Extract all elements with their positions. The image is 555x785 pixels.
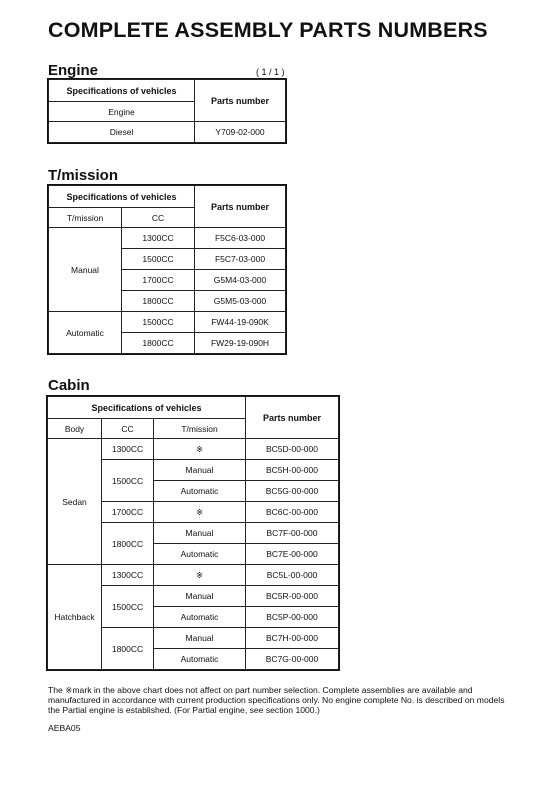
cabin-cell-part: BC5D-00-000 — [246, 439, 339, 460]
cabin-cell-part: BC5G-00-000 — [246, 481, 339, 502]
cabin-cell-cc: 1500CC — [102, 586, 154, 628]
footnote: The ※mark in the above chart does not affect on part number selection. Complete assemblies are available and manufactured in accordance with current production specifications only. No engine complete No. is described on models the Partial engine is established. (For Partial engine, see section 1000.) — [48, 685, 505, 715]
engine-spec-header: Specifications of vehicles — [49, 80, 195, 102]
cabin-cell-tmission: Manual — [154, 628, 246, 649]
cabin-cell-part: BC7F-00-000 — [246, 523, 339, 544]
cabin-col-tmission: T/mission — [154, 419, 246, 439]
cabin-body-name: Sedan — [48, 439, 102, 565]
cabin-cell-tmission: Manual — [154, 586, 246, 607]
tmission-cell-part: F5C7-03-000 — [195, 249, 286, 270]
tmission-section-title: T/mission — [48, 167, 119, 184]
cabin-cell-cc: 1300CC — [102, 439, 154, 460]
cabin-cell-tmission: Manual — [154, 460, 246, 481]
cabin-cell-tmission: Automatic — [154, 649, 246, 670]
cabin-cell-tmission: Automatic — [154, 607, 246, 628]
engine-parts-header: Parts number — [195, 80, 286, 122]
tmission-table — [48, 185, 286, 354]
cabin-cell-tmission: Automatic — [154, 481, 246, 502]
engine-table — [48, 79, 286, 143]
cabin-cell-part: BC7G-00-000 — [246, 649, 339, 670]
cabin-table — [47, 396, 339, 670]
tmission-cell-cc: 1700CC — [122, 270, 195, 291]
engine-page-number: ( 1 / 1 ) — [256, 67, 285, 77]
tmission-spec-header: Specifications of vehicles — [49, 186, 195, 208]
cabin-section-title: Cabin — [48, 377, 90, 394]
cabin-cell-part: BC5R-00-000 — [246, 586, 339, 607]
tmission-cell-cc: 1500CC — [122, 249, 195, 270]
cabin-cell-part: BC7H-00-000 — [246, 628, 339, 649]
cabin-cell-cc: 1800CC — [102, 523, 154, 565]
cabin-cell-part: BC6C-00-000 — [246, 502, 339, 523]
cabin-col-body: Body — [48, 419, 102, 439]
cabin-cell-part: BC5P-00-000 — [246, 607, 339, 628]
cabin-cell-tmission: ※ — [154, 565, 246, 586]
tmission-cell-cc: 1300CC — [122, 228, 195, 249]
tmission-cell-part: G5M5-03-000 — [195, 291, 286, 312]
tmission-col-tmission: T/mission — [49, 208, 122, 228]
cabin-body-name: Hatchback — [48, 565, 102, 670]
tmission-cell-cc: 1800CC — [122, 291, 195, 312]
cabin-col-cc: CC — [102, 419, 154, 439]
engine-cell-part: Y709-02-000 — [195, 122, 286, 143]
engine-cell-engine: Diesel — [49, 122, 195, 143]
cabin-spec-header: Specifications of vehicles — [48, 397, 246, 419]
tmission-parts-header: Parts number — [195, 186, 286, 228]
tmission-group-name: Manual — [49, 228, 122, 312]
document-code: AEBA05 — [48, 723, 81, 733]
cabin-parts-header: Parts number — [246, 397, 339, 439]
cabin-cell-tmission: ※ — [154, 439, 246, 460]
cabin-cell-tmission: Manual — [154, 523, 246, 544]
tmission-cell-part: G5M4-03-000 — [195, 270, 286, 291]
engine-col-engine: Engine — [49, 102, 195, 122]
engine-section-title: Engine — [48, 62, 99, 79]
cabin-cell-cc: 1300CC — [102, 565, 154, 586]
cabin-cell-tmission: Automatic — [154, 544, 246, 565]
tmission-cell-part: FW29-19-090H — [195, 333, 286, 354]
tmission-cell-cc: 1500CC — [122, 312, 195, 333]
page-title: COMPLETE ASSEMBLY PARTS NUMBERS — [48, 18, 488, 42]
tmission-cell-part: FW44-19-090K — [195, 312, 286, 333]
cabin-cell-tmission: ※ — [154, 502, 246, 523]
tmission-cell-part: F5C6-03-000 — [195, 228, 286, 249]
tmission-col-cc: CC — [122, 208, 195, 228]
tmission-group-name: Automatic — [49, 312, 122, 354]
cabin-cell-cc: 1500CC — [102, 460, 154, 502]
tmission-cell-cc: 1800CC — [122, 333, 195, 354]
cabin-cell-part: BC5H-00-000 — [246, 460, 339, 481]
cabin-cell-cc: 1800CC — [102, 628, 154, 670]
cabin-cell-part: BC5L-00-000 — [246, 565, 339, 586]
cabin-cell-cc: 1700CC — [102, 502, 154, 523]
cabin-cell-part: BC7E-00-000 — [246, 544, 339, 565]
